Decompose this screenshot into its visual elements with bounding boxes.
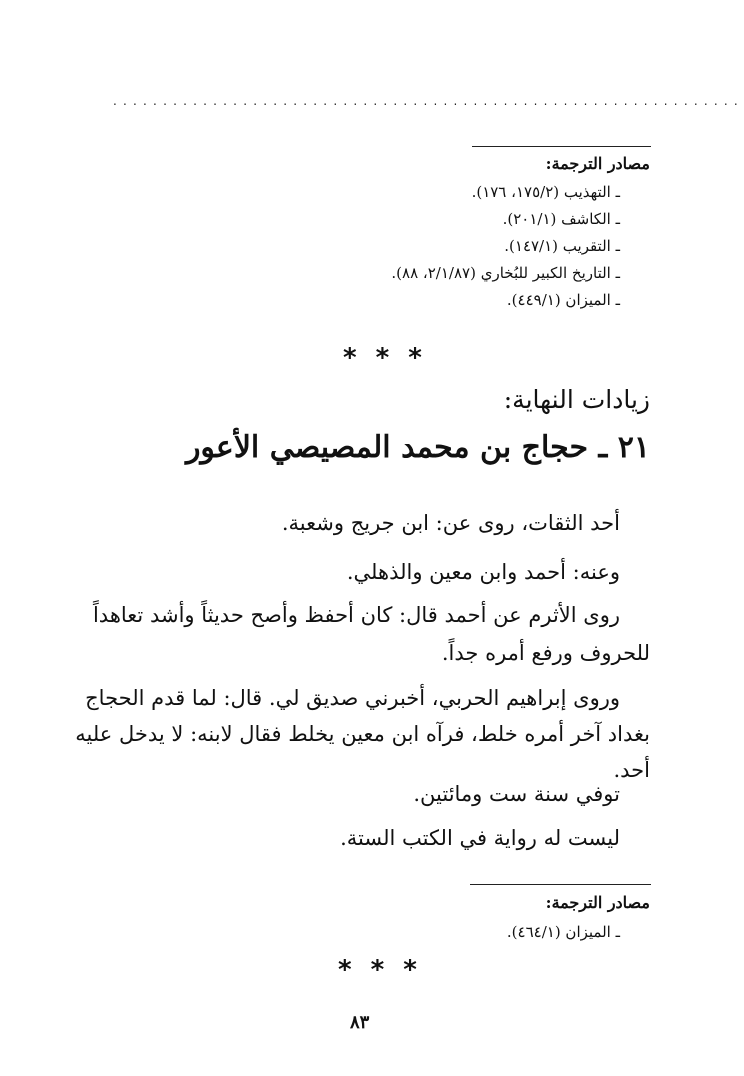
source-item: ـ التقريب (١٤٧/١). — [504, 237, 620, 255]
body-line: للحروف ورفع أمره جداً. — [441, 641, 650, 665]
body-line: وروى إبراهيم الحربي، أخبرني صديق لي. قال: لما قدم الحجاج — [85, 686, 620, 710]
body-line: ليست له رواية في الكتب الستة. — [340, 826, 620, 850]
source-item: ـ التاريخ الكبير للبُخاري (٢/١/٨٧، ٨٨). — [391, 264, 620, 282]
sources-heading: مصادر الترجمة: — [545, 154, 650, 173]
body-line: وعنه: أحمد وابن معين والذهلي. — [346, 560, 620, 584]
body-line: أحد. — [613, 758, 650, 782]
dotted-rule: ............................................................... — [113, 94, 744, 108]
footnote-rule — [470, 884, 651, 885]
source-item: ـ التهذيب (١٧٥/٢، ١٧٦). — [471, 183, 620, 201]
source-item: ـ الميزان (٤٤٩/١). — [506, 291, 620, 309]
separator-stars: * * * — [338, 955, 422, 985]
sources-heading: مصادر الترجمة: — [545, 893, 650, 912]
source-item: ـ الميزان (٤٦٤/١). — [506, 923, 620, 941]
footnote-rule — [472, 146, 651, 147]
body-line: روى الأثرم عن أحمد قال: كان أحفظ وأصح حديثاً وأشد تعاهداً — [92, 603, 620, 627]
source-item: ـ الكاشف (٢٠١/١). — [502, 210, 620, 228]
separator-stars: * * * — [343, 343, 427, 373]
page-number: ٨٣ — [350, 1012, 370, 1033]
body-line: توفي سنة ست ومائتين. — [413, 782, 620, 806]
body-line: أحد الثقات، روى عن: ابن جريج وشعبة. — [281, 511, 620, 535]
section-title: زيادات النهاية: — [503, 385, 650, 414]
body-line: بغداد آخر أمره خلط، فرآه ابن معين يخلط فقال لابنه: لا يدخل عليه — [75, 722, 650, 746]
entry-title: ٢١ ـ حجاج بن محمد المصيصي الأعور — [185, 430, 650, 465]
